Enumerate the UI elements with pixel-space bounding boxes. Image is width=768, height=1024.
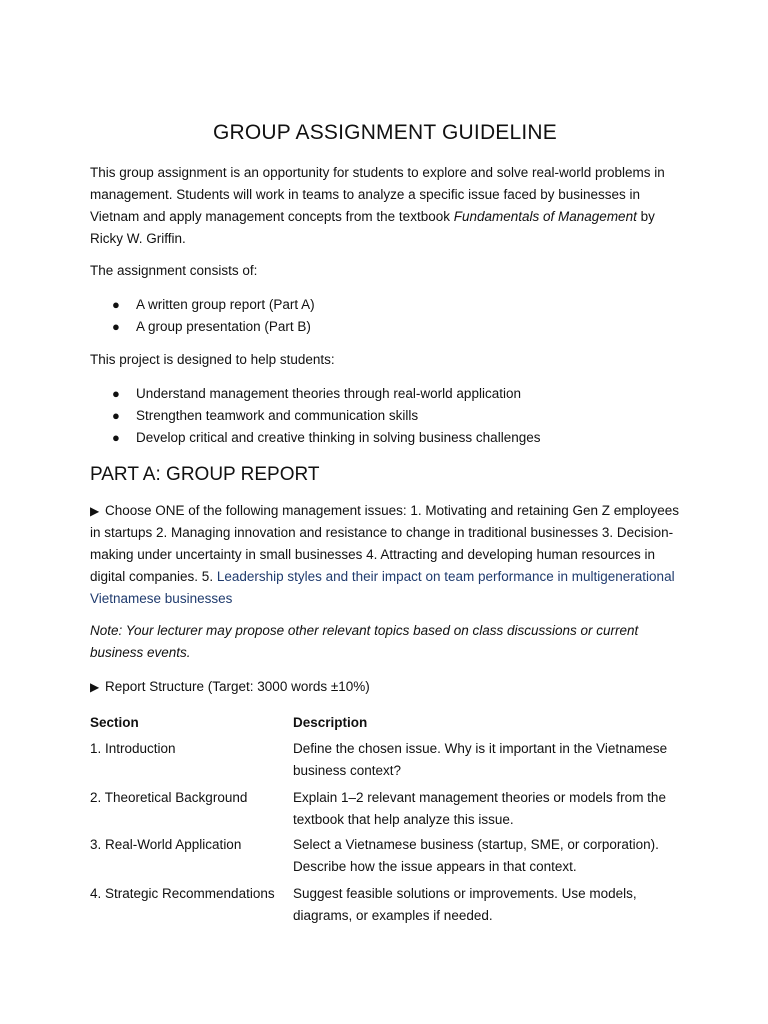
textbook-title: Fundamentals of Management [453, 209, 637, 224]
table-cell-section: 3. Real-World Application [90, 837, 242, 852]
table-header-section: Section [90, 715, 139, 730]
intro-text: This group assignment is an opportunity for students to explore and solve real-world problems in management. Students will work in teams to analyze a specific issue faced by businesses in Vietnam and apply management concepts from the textbook [90, 165, 665, 224]
table-header-description: Description [293, 715, 368, 730]
table-cell-description: Explain 1–2 relevant management theories or models from the textbook that help analyze this issue. [293, 790, 666, 827]
list-item [90, 294, 680, 316]
consists-label: The assignment consists of: [90, 263, 258, 278]
choose-text: Choose ONE of the following management issues: 1. Motivating and retaining Gen Z employees in startups 2. Managing innovation and resistance to change in traditional businesses 3. Decision-making under uncertainty in small businesses 4. Attracting and developing human resources in digital companies. 5. [90, 503, 680, 584]
consists-list [90, 294, 680, 338]
table-cell-description: Define the chosen issue. Why is it important in the Vietnamese business context? [293, 741, 668, 778]
list-item [90, 383, 680, 405]
table-cell-section: 2. Theoretical Background [90, 790, 248, 805]
structure-label [90, 676, 680, 698]
document-title: GROUP ASSIGNMENT GUIDELINE [213, 121, 557, 144]
choose-paragraph [90, 500, 680, 610]
bullet-icon: ● [112, 297, 120, 312]
table-cell-description: Select a Vietnamese business (startup, SME, or corporation). Describe how the issue appears in that context. [293, 837, 659, 874]
bullet-icon: ● [112, 430, 120, 445]
intro-paragraph [90, 162, 680, 250]
bullet-icon: ● [112, 319, 120, 334]
topic-five-text: Leadership styles and their impact on team performance in multigenerational Vietnamese businesses [90, 569, 675, 606]
list-item [90, 427, 680, 449]
structure-text: Report Structure (Target: 3000 words ±10%) [101, 679, 370, 694]
arrow-icon: ▶ [90, 680, 100, 694]
list-item [90, 405, 680, 427]
arrow-icon: ▶ [90, 504, 100, 518]
table-cell-section: 4. Strategic Recommendations [90, 886, 275, 901]
bullet-icon: ● [112, 386, 120, 401]
designed-label: This project is designed to help students: [90, 352, 335, 367]
list-item-text: Understand management theories through real-world application [136, 386, 521, 401]
note-paragraph: Note: Your lecturer may propose other relevant topics based on class discussions or current business events. [90, 623, 639, 660]
table-cell-description: Suggest feasible solutions or improvements. Use models, diagrams, or examples if needed. [293, 886, 637, 923]
list-item-text: Strengthen teamwork and communication skills [136, 408, 419, 423]
designed-list [90, 383, 680, 449]
list-item-text: Develop critical and creative thinking in solving business challenges [136, 430, 541, 445]
list-item-text: A written group report (Part A) [136, 297, 315, 312]
part-a-heading: PART A: GROUP REPORT [90, 464, 320, 485]
list-item [90, 316, 680, 338]
bullet-icon: ● [112, 408, 120, 423]
list-item-text: A group presentation (Part B) [136, 319, 311, 334]
table-cell-section: 1. Introduction [90, 741, 176, 756]
intro-text-end: by Ricky W. Griffin. [90, 209, 655, 246]
